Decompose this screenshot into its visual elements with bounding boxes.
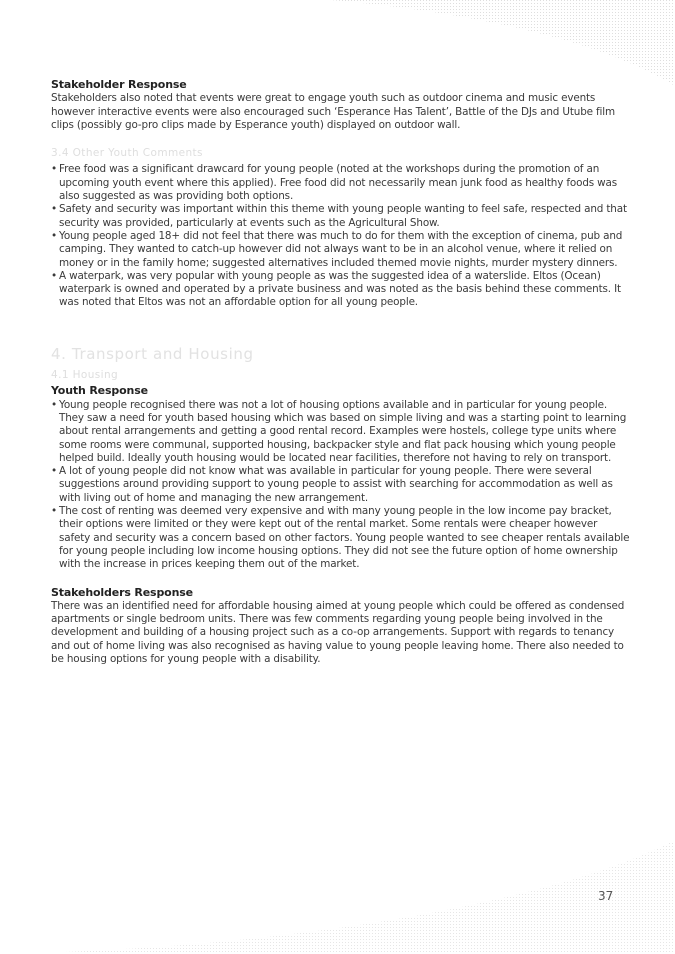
subsection-heading: 3.4 Other Youth Comments <box>51 147 203 160</box>
page-content <box>51 78 631 666</box>
section-heading: Stakeholder Response <box>51 78 187 91</box>
section-title: 4. Transport and Housing <box>51 344 254 363</box>
stakeholders-housing-section <box>51 586 631 667</box>
list-item: • Young people aged 18+ did not feel that there was much to do for them with the exception of cinema, pub and camping. They wanted to catch-up however did not always want to be in an alcohol venue, where it relied on money or in the family home; suggested alternatives included themed movie nights, murder mystery dinners. <box>51 230 631 270</box>
paragraph: There was an identified need for affordable housing aimed at young people which could be offered as condensed apartments or single bedroom units. There was few comments regarding young people being involved in the development and building of a housing project such as a co-op arrangements. Support with regards to tenancy and out of home living was also recognised as having value to young people leaving home. There also needed to be housing options for young people with a disability. <box>51 599 625 665</box>
list-item: • A lot of young people did not know what was available in particular for young people. There were several suggestions around providing support to young people to assist with searching for accommodation as well as with living out of home and managing the new arrangement. <box>51 465 631 505</box>
list-item: • Young people recognised there was not a lot of housing options available and in particular for young people. They saw a need for youth based housing which was based on simple living and was a starting point to learning about rental arrangements and getting a good rental record. Examples were hostels, college type units where some rooms were communal, supported housing, backpacker style and flat pack housing which young people helped build. Ideally youth housing would be located near facilities, therefore not having to rely on transport. <box>51 399 631 465</box>
other-youth-comments-section <box>51 147 631 310</box>
list-item: • A waterpark, was very popular with young people as was the suggested idea of a waterslide. Eltos (Ocean) waterpark is owned and operated by a private business and was noted as the basis behind these comments. It was noted that Eltos was not an affordable option for all young people. <box>51 270 631 310</box>
youth-response-section <box>51 384 631 571</box>
list-item: • Free food was a significant drawcard for young people (noted at the workshops during the promotion of an upcoming youth event where this applied). Free food did not necessarily mean junk food as healthy foods was also suggested as was providing both options. <box>51 163 631 203</box>
paragraph: Stakeholders also noted that events were great to engage youth such as outdoor cinema and music events however interactive events were also encouraged such ‘Esperance Has Talent’, Battle of the DJs and Utube film clips (possibly go-pro clips made by Esperance youth) displayed on outdoor wall. <box>51 92 616 131</box>
stakeholder-events-section <box>51 78 631 132</box>
page-number: 37 <box>598 889 614 903</box>
list-item: • Safety and security was important within this theme with young people wanting to feel safe, respected and that security was provided, particularly at events such as the Agricultural Show. <box>51 203 631 230</box>
section-heading: Youth Response <box>51 384 148 398</box>
subsection-heading: 4.1 Housing <box>51 369 119 382</box>
bullet-list <box>51 163 631 309</box>
section-heading: Stakeholders Response <box>51 585 193 599</box>
bullet-list <box>51 399 631 572</box>
list-item: • The cost of renting was deemed very expensive and with many young people in the low income pay bracket, their options were limited or they were kept out of the rental market. Some rentals were cheaper however safety and security was a concern based on other factors. Young people wanted to see cheaper rentals available for young people including low income housing options. They did not see the future option of home ownership with the increase in prices keeping them out of the market. <box>51 505 631 571</box>
